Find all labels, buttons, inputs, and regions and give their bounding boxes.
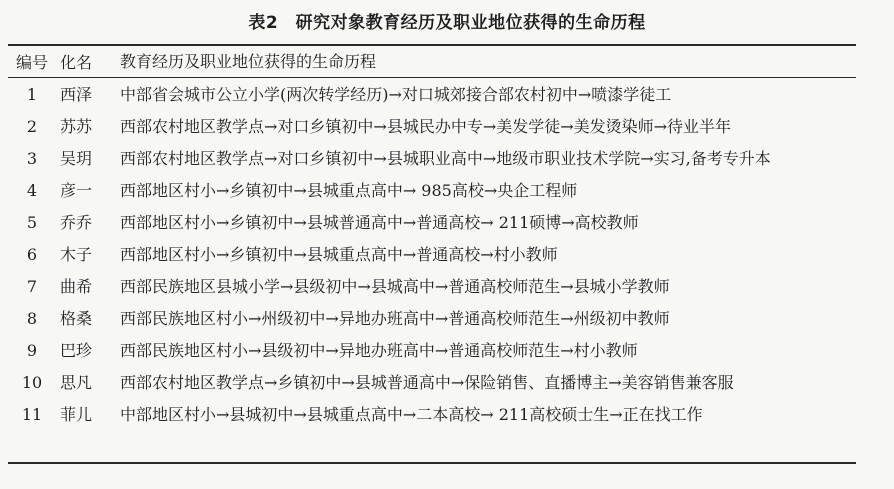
row-alias: 苏苏 (60, 117, 93, 136)
row-number: 11 (21, 405, 43, 424)
row-alias: 西泽 (60, 85, 93, 104)
row-alias: 彦一 (60, 181, 93, 200)
table-row (8, 145, 856, 177)
row-history: 西部农村地区教学点→对口乡镇初中→县城职业高中→地级市职业技术学院→实习,备考专升本 (120, 149, 771, 168)
row-history: 中部省会城市公立小学(两次转学经历)→对口城郊接合部农村初中→喷漆学徒工 (120, 85, 672, 104)
row-alias: 菲儿 (60, 405, 93, 424)
column-header-no: 编号 (15, 53, 48, 72)
table-body (8, 81, 856, 433)
row-history: 西部农村地区教学点→对口乡镇初中→县城民办中专→美发学徒→美发烫染师→待业半年 (120, 117, 732, 136)
table-row (8, 81, 856, 113)
row-history: 西部民族地区村小→县级初中→异地办班高中→普通高校师范生→村小教师 (120, 341, 638, 360)
row-number: 4 (26, 181, 38, 200)
life-course-table (8, 46, 856, 433)
row-alias: 乔乔 (60, 213, 93, 232)
row-history: 西部地区村小→乡镇初中→县城重点高中→普通高校→村小教师 (120, 245, 558, 264)
row-history: 西部民族地区县城小学→县级初中→县城高中→普通高校师范生→县城小学教师 (120, 277, 670, 296)
row-number: 6 (26, 245, 38, 264)
row-number: 7 (26, 277, 38, 296)
row-number: 9 (26, 341, 38, 360)
row-number: 10 (21, 373, 43, 392)
row-history: 西部地区村小→乡镇初中→县城普通高中→普通高校→ 211硕博→高校教师 (120, 213, 639, 232)
bottom-rule (8, 462, 856, 464)
column-header-name: 化名 (60, 53, 93, 72)
table-row (8, 273, 856, 305)
row-number: 5 (26, 213, 38, 232)
row-history: 西部地区村小→乡镇初中→县城重点高中→ 985高校→央企工程师 (120, 181, 578, 200)
row-alias: 吴玥 (60, 149, 93, 168)
table-header (8, 46, 856, 77)
row-alias: 木子 (60, 245, 93, 264)
table-row (8, 241, 856, 273)
row-alias: 格桑 (60, 309, 93, 328)
table-row (8, 337, 856, 369)
row-alias: 思凡 (60, 373, 93, 392)
row-history: 中部地区村小→县城初中→县城重点高中→二本高校→ 211高校硕士生→正在找工作 (120, 405, 703, 424)
row-number: 2 (26, 117, 38, 136)
table-row (8, 177, 856, 209)
row-number: 1 (26, 85, 38, 104)
table-row (8, 113, 856, 145)
table-row (8, 305, 856, 337)
table-row (8, 369, 856, 401)
row-number: 8 (26, 309, 38, 328)
row-number: 3 (26, 149, 38, 168)
row-history: 西部农村地区教学点→乡镇初中→县城普通高中→保险销售、直播博主→美容销售兼客服 (120, 373, 734, 392)
table-row (8, 401, 856, 433)
column-header-history: 教育经历及职业地位获得的生命历程 (120, 52, 377, 71)
table-title: 表2 研究对象教育经历及职业地位获得的生命历程 (248, 13, 646, 33)
row-alias: 巴珍 (60, 341, 93, 360)
row-alias: 曲希 (60, 277, 93, 296)
table-row (8, 209, 856, 241)
row-history: 西部民族地区村小→州级初中→异地办班高中→普通高校师范生→州级初中教师 (120, 309, 670, 328)
